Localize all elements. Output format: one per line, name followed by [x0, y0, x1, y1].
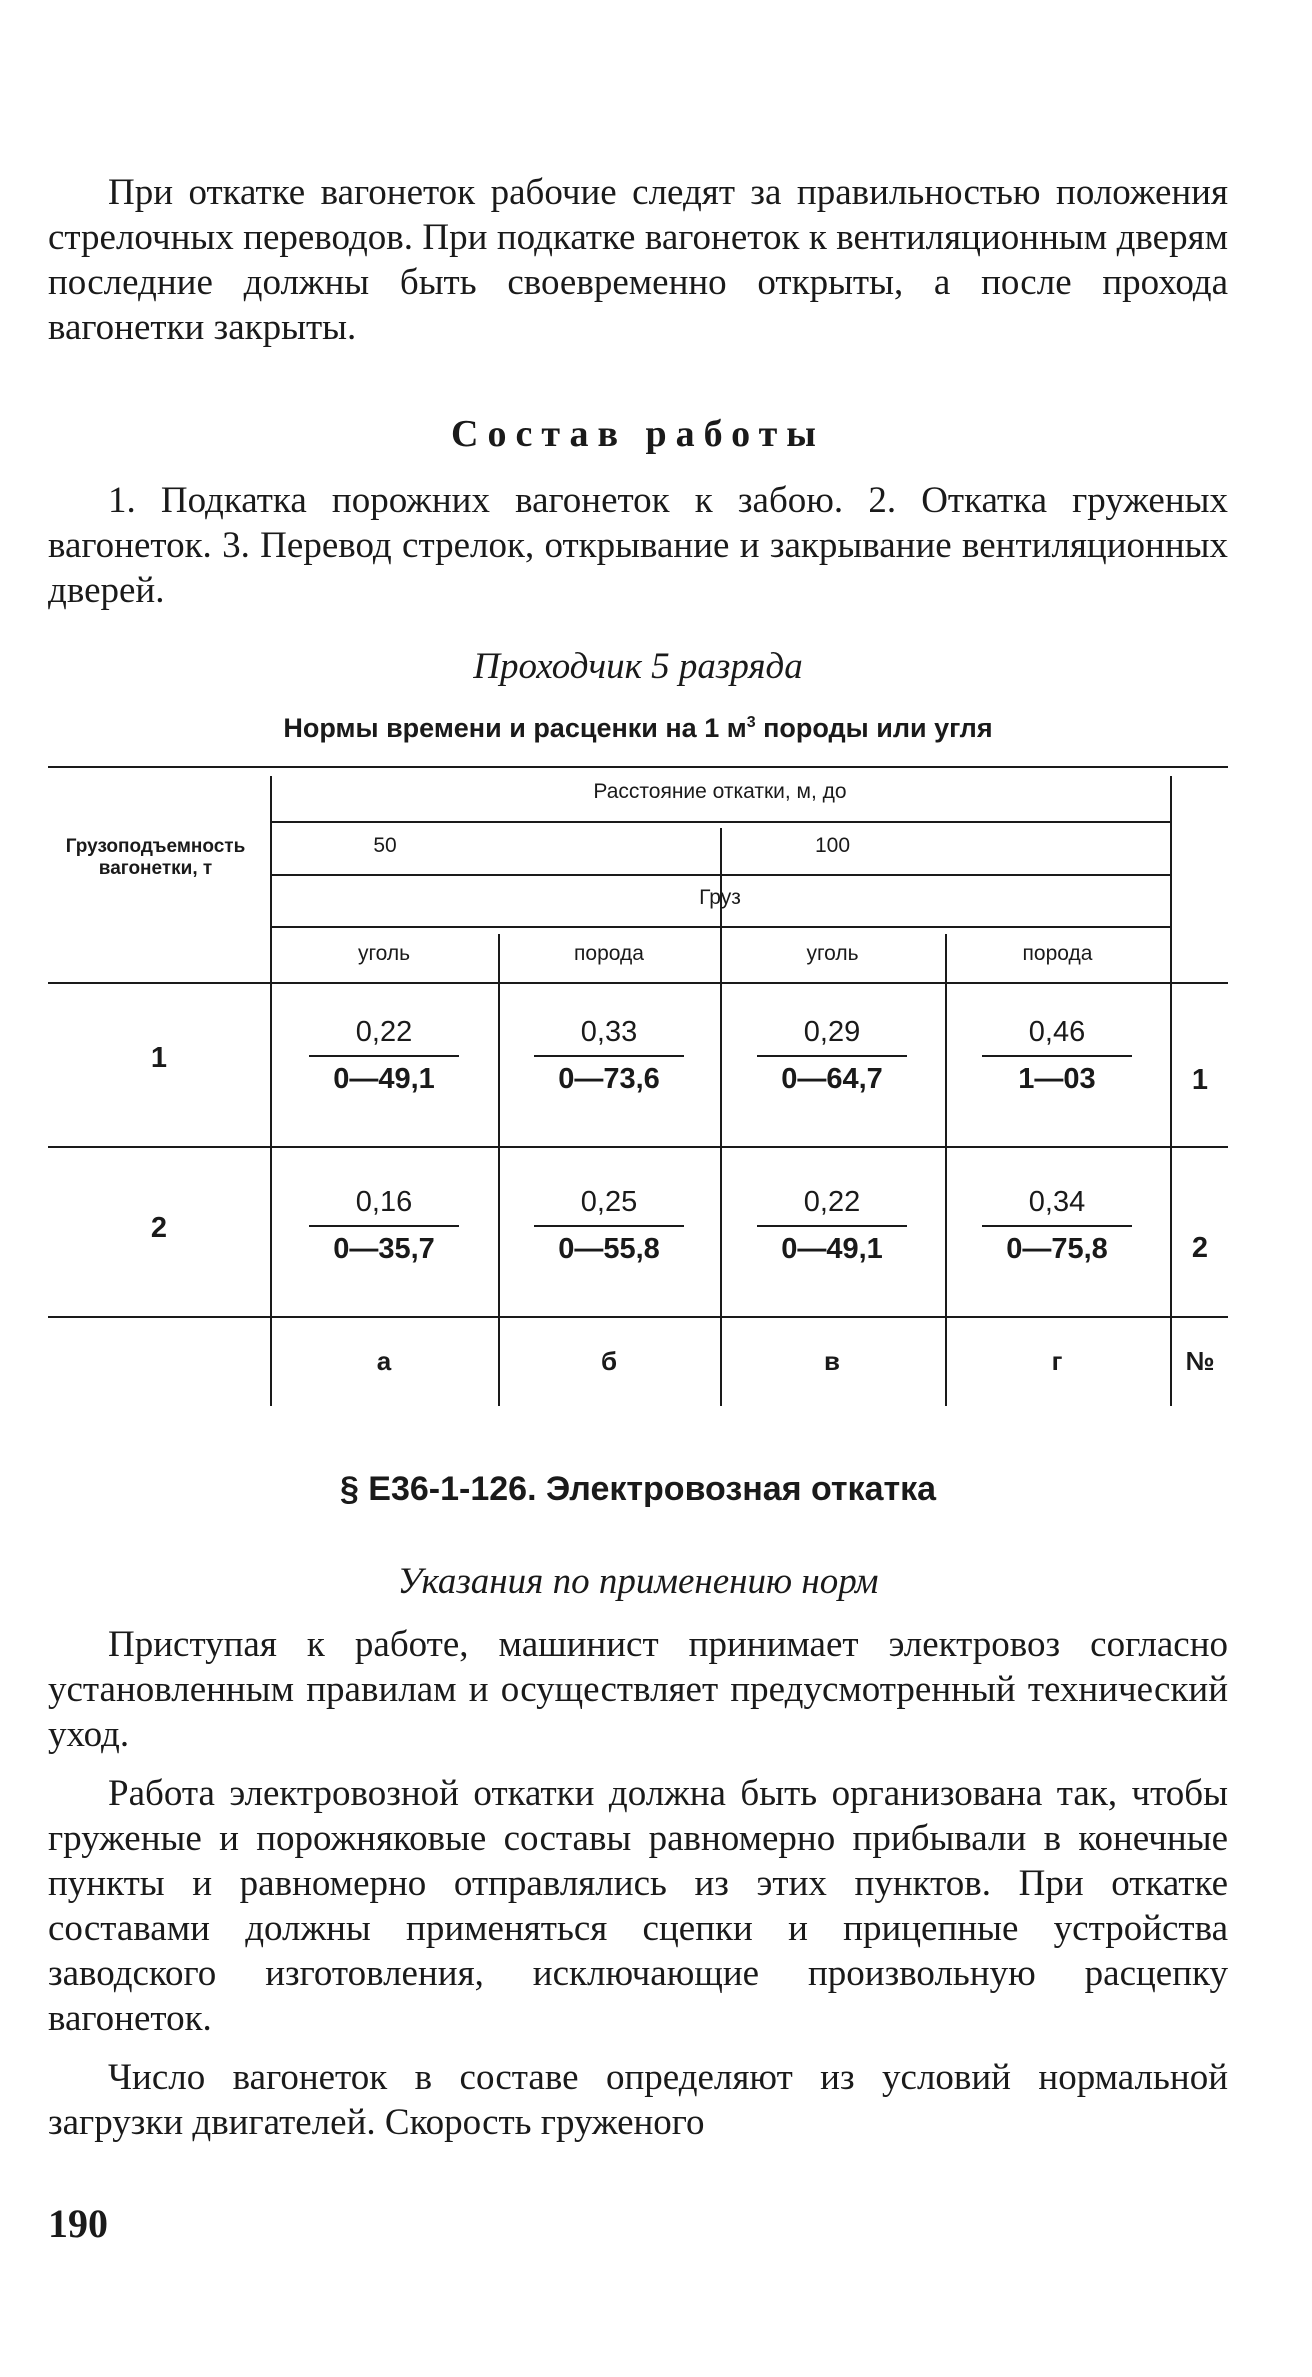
vline-3 [720, 828, 722, 1406]
row2-cell-d [957, 1186, 1157, 1266]
row2-a-price: 0—35,7 [309, 1225, 459, 1266]
row1-b-time: 0,33 [580, 1016, 638, 1048]
table-title-post: породы или угля [755, 713, 993, 743]
norms-table [48, 766, 1228, 1406]
rule-under-row2 [48, 1316, 1228, 1318]
section-title: § Е36-1-126. Электровозная откатка [339, 1470, 937, 1508]
page-number: 190 [48, 2201, 108, 2246]
row2-cell-b [509, 1186, 709, 1266]
row1-a-price: 0—49,1 [309, 1055, 459, 1096]
row1-capacity: 1 [150, 1042, 168, 1074]
rule-under-distance [270, 821, 1170, 823]
row2-d-price: 0—75,8 [982, 1225, 1132, 1266]
cargo-rock-50: порода [574, 942, 644, 965]
paragraph-4: Число вагонеток в составе определяют из условий нормальной загрузки двигателей. Скорость груженого [48, 2057, 1228, 2143]
row1-d-price: 1—03 [982, 1055, 1132, 1096]
row2-number: 2 [1191, 1232, 1209, 1264]
row2-a-time: 0,16 [355, 1186, 413, 1218]
table-top-rule [48, 766, 1228, 768]
row1-c-time: 0,29 [803, 1016, 861, 1048]
body-paragraphs [48, 1622, 1228, 2145]
table-title-pre: Нормы времени и расценки на 1 м [283, 713, 747, 743]
row1-cell-c [732, 1016, 932, 1096]
rule-under-row1 [48, 1146, 1228, 1148]
table-title [48, 713, 1228, 744]
paragraph-2: Приступая к работе, машинист принимает электровоз согласно установленным правилам и осуществляет предусмотренный технический уход. [48, 1624, 1228, 1755]
row2-d-time: 0,34 [1028, 1186, 1086, 1218]
row2-c-time: 0,22 [803, 1186, 861, 1218]
row1-a-time: 0,22 [355, 1016, 413, 1048]
distance-50: 50 [373, 834, 397, 857]
row2-cell-c [732, 1186, 932, 1266]
row2-c-price: 0—49,1 [757, 1225, 907, 1266]
col-letter-d: г [1051, 1346, 1063, 1376]
distance-header: Расстояние откатки, м, до [593, 780, 847, 803]
row1-cell-d [957, 1016, 1157, 1096]
row2-cell-a [284, 1186, 484, 1266]
rule-under-header [48, 982, 1228, 984]
row-header-capacity: Грузоподъемность вагонетки, т [65, 836, 246, 879]
row1-b-price: 0—73,6 [534, 1055, 684, 1096]
row1-number: 1 [1191, 1064, 1209, 1096]
intro-paragraph-block [48, 170, 1228, 350]
vline-1 [270, 776, 272, 1406]
cargo-header: Груз [699, 886, 741, 909]
intro-paragraph: При откатке вагонеток рабочие следят за правильностью положения стрелочных переводов. При подкатке вагонеток к вентиляционным дверям последние должны быть своевременно открыты, а после прохода вагонетки закрыты. [48, 172, 1228, 348]
col-letter-a: а [376, 1346, 392, 1376]
vline-2 [498, 934, 500, 1406]
cargo-rock-100: порода [1022, 942, 1093, 965]
row2-b-price: 0—55,8 [534, 1225, 684, 1266]
row2-capacity: 2 [150, 1212, 168, 1244]
row1-d-time: 0,46 [1028, 1016, 1086, 1048]
work-list-block [48, 478, 1228, 613]
vline-4 [945, 934, 947, 1406]
work-heading: Состав работы [451, 413, 825, 455]
guidance-heading: Указания по применению норм [397, 1561, 879, 1602]
cargo-coal-50: уголь [357, 942, 411, 965]
paragraph-3: Работа электровозной откатки должна быть организована так, чтобы груженые и порожняковые составы равномерно прибывали в конечные пункты и равномерно отправлялись из этих пунктов. При откатке составами должны применяться сцепки и прицепные устройства заводского изготовления, исключающие произвольную расцепку вагонеток. [48, 1773, 1228, 2039]
number-sign: № [1185, 1346, 1215, 1376]
distance-100: 100 [814, 834, 851, 857]
row1-c-price: 0—64,7 [757, 1055, 907, 1096]
work-list: 1. Подкатка порожних вагонеток к забою. 2. Откатка груженых вагонеток. 3. Перевод стрелок, открывание и закрывание вентиляционных дверей. [48, 480, 1228, 611]
table-title-sup: 3 [746, 714, 756, 731]
col-letter-c: в [824, 1346, 840, 1376]
row1-cell-b [509, 1016, 709, 1096]
col-letter-b: б [600, 1346, 618, 1376]
worker-heading: Проходчик 5 разряда [473, 646, 803, 687]
row1-cell-a [284, 1016, 484, 1096]
cargo-coal-100: уголь [806, 942, 859, 965]
row2-b-time: 0,25 [580, 1186, 638, 1218]
